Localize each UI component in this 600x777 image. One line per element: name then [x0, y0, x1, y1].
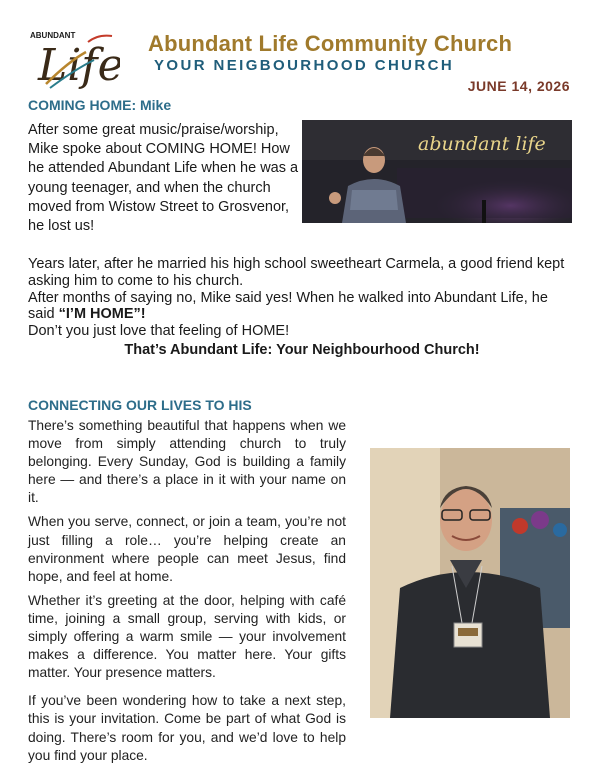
section1-intro: After some great music/praise/worship, Mike spoke about COMING HOME! How he attended Abundant Life when he was a young teenager, and when the church moved from Wistow Street to Grosvenor, he lost us! — [28, 122, 299, 235]
section2-para-4: If you’ve been wondering how to take a next step, this is your invitation. Come be part of what God is doing. There’s room for you, and we’d love to help you find your place. — [28, 693, 346, 763]
section2-para-2: When you serve, connect, or join a team, you’re not just filling a role… you’re helping create an environment where people can meet Jesus, find hope, and feel at home. — [28, 514, 346, 584]
section2-title: CONNECTING OUR LIVES TO HIS — [28, 397, 252, 413]
church-logo — [28, 22, 120, 94]
section1-tagline: That’s Abundant Life: Your Neighbourhood Church! — [124, 341, 480, 358]
section1-para4: Don’t you just love that feeling of HOME! — [28, 323, 290, 340]
logo-big-text: Life — [38, 40, 120, 91]
im-home-quote: “I’M HOME”! — [58, 306, 146, 323]
speaker-photo — [302, 120, 572, 223]
section2-para-3: Whether it’s greeting at the door, helping with café time, joining a small group, serving with kids, or simply offering a warm smile — your involvement makes a difference. You matter here. Your gifts matter. Your presence matters. — [28, 592, 346, 681]
section1-title: COMING HOME: Mike — [28, 97, 172, 113]
section2-para-1: There’s something beautiful that happens when we move from simply attending church to truly belonging. Every Sunday, God is building a family here — and there’s a place in it with your name on it. — [28, 418, 346, 506]
section1-para3: After months of saying no, Mike said yes! When he walked into Abundant Life, he said “I’M HOME”! — [28, 289, 548, 323]
logo-small-text: ABUNDANT — [30, 31, 76, 40]
church-name: Abundant Life Community Church — [148, 31, 513, 56]
section1-body — [28, 256, 576, 359]
volunteer-photo — [370, 448, 570, 718]
section1-para2: Years later, after he married his high school sweetheart Carmela, a good friend kept asking him to come to his church. — [28, 256, 565, 289]
church-tagline: YOUR NEIGBOURHOOD CHURCH — [154, 57, 455, 74]
section2-body — [28, 417, 346, 771]
banner-text: abundant life — [418, 133, 546, 155]
newsletter-date: JUNE 14, 2026 — [467, 78, 570, 94]
